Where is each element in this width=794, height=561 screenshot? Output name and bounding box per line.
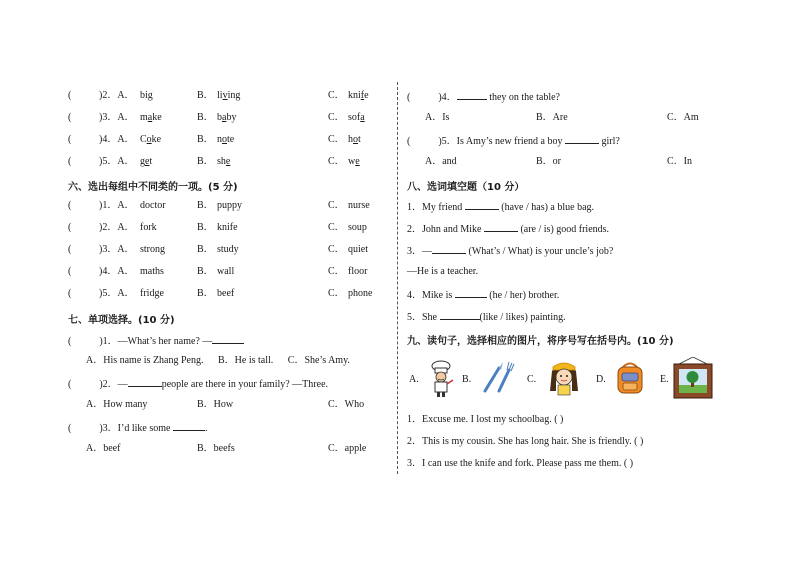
answer-paren: ( xyxy=(68,288,72,299)
option-c-label: C． xyxy=(328,134,345,145)
s7-q1-options: A．His name is Zhang Peng. B．He is tall. C．She’s Amy. xyxy=(86,355,350,366)
girl-icon xyxy=(545,357,583,397)
s8-item-5: 5．She (like / likes) painting. xyxy=(407,309,566,323)
s9-sentence-2: 2．This is my cousin. She has long hair. She is friendly. ( ) xyxy=(407,436,644,447)
answer-paren: ( xyxy=(68,266,72,277)
question-number: )3．A． xyxy=(99,112,135,123)
answer-paren: ( xyxy=(68,244,72,255)
question-number: )4．A． xyxy=(99,266,135,277)
option-c-label: C． xyxy=(328,288,345,299)
s8-item-4: 4．Mike is (he / her) brother. xyxy=(407,287,559,301)
option-b-label: B． xyxy=(197,266,214,277)
schoolbag-icon xyxy=(611,361,649,395)
option-c: phone xyxy=(348,288,373,299)
question-number: )2．A． xyxy=(99,222,135,233)
option-b-label: B． xyxy=(197,222,214,233)
option-a: make xyxy=(140,112,162,123)
option-a: doctor xyxy=(140,200,166,211)
answer-paren: ( xyxy=(68,222,72,233)
option-c-label: C． xyxy=(328,112,345,123)
section-9-title: 九、读句子，选择相应的图片，将序号写在括号内。(10 分) xyxy=(407,336,674,347)
s7-q2-stem: ( )2．— people are there in your family? —Three. xyxy=(68,376,328,390)
painting-icon xyxy=(671,357,715,401)
answer-paren: ( xyxy=(68,200,72,211)
option-b-label: B． xyxy=(197,244,214,255)
option-c-label: C． xyxy=(328,222,345,233)
option-a: big xyxy=(140,90,153,101)
answer-paren: ( xyxy=(68,112,72,123)
option-b: she xyxy=(217,156,231,167)
option-b: knife xyxy=(217,222,238,233)
option-b-label: B． xyxy=(197,112,214,123)
option-c: quiet xyxy=(348,244,368,255)
question-number: )3．A． xyxy=(99,244,135,255)
option-a: fridge xyxy=(140,288,164,299)
option-c-label: C． xyxy=(328,156,345,167)
question-number: )5．A． xyxy=(99,288,135,299)
option-c-label: C． xyxy=(328,244,345,255)
option-b-label: B． xyxy=(197,200,214,211)
option-b: puppy xyxy=(217,200,242,211)
option-c: hot xyxy=(348,134,361,145)
option-b-label: B． xyxy=(197,134,214,145)
knife-fork-icon xyxy=(481,360,517,394)
option-a: Coke xyxy=(140,134,162,145)
option-c: knife xyxy=(348,90,369,101)
option-b: beef xyxy=(217,288,235,299)
chef-icon xyxy=(427,360,455,398)
s9-sentence-1: 1．Excuse me. I lost my schoolbag. ( ) xyxy=(407,414,564,425)
option-c: floor xyxy=(348,266,368,277)
pic-label-e: E. xyxy=(660,374,669,385)
question-number: )5．A． xyxy=(99,156,135,167)
option-c: sofa xyxy=(348,112,365,123)
option-c: we xyxy=(348,156,360,167)
pic-label-c: C. xyxy=(527,374,537,385)
option-c-label: C． xyxy=(328,90,345,101)
option-c-label: C． xyxy=(328,200,345,211)
answer-paren: ( xyxy=(68,156,72,167)
s9-sentence-3: 3．I can use the knife and fork. Please pass me them. ( ) xyxy=(407,458,634,469)
option-b: living xyxy=(217,90,241,101)
option-a: maths xyxy=(140,266,164,277)
answer-paren: ( xyxy=(68,134,72,145)
q4-stem: ( )4． they on the table? xyxy=(407,89,560,103)
option-b-label: B． xyxy=(197,156,214,167)
option-a: get xyxy=(140,156,153,167)
pic-label-d: D. xyxy=(596,374,606,385)
option-c-label: C． xyxy=(328,266,345,277)
q5-stem: ( )5．Is Amy’s new friend a boy girl? xyxy=(407,133,620,147)
option-b: study xyxy=(217,244,239,255)
option-a: strong xyxy=(140,244,165,255)
answer-paren: ( xyxy=(68,90,72,101)
s8-item-2: 2．John and Mike (are / is) good friends. xyxy=(407,221,609,235)
question-number: )2．A． xyxy=(99,90,135,101)
column-divider xyxy=(397,82,398,474)
option-b: wall xyxy=(217,266,235,277)
s8-item-3: 3．— (What’s / What) is your uncle’s job? xyxy=(407,243,613,257)
section-8-title: 八、选词填空题（10 分） xyxy=(407,182,525,193)
section-6-title: 六、选出每组中不同类的一项。(5 分) xyxy=(68,182,238,193)
pic-label-a: A. xyxy=(409,374,419,385)
option-c: soup xyxy=(348,222,367,233)
s7-q3-stem: ( )3．I’d like some . xyxy=(68,420,207,434)
s7-q1-stem: ( )1．—What’s her name? — xyxy=(68,333,244,347)
s8-item-3-answer: —He is a teacher. xyxy=(407,266,479,277)
option-b-label: B． xyxy=(197,90,214,101)
option-b: note xyxy=(217,134,235,145)
section-7-title: 七、单项选择。(10 分) xyxy=(68,315,175,326)
pic-label-b: B. xyxy=(462,374,472,385)
option-b-label: B． xyxy=(197,288,214,299)
option-b: baby xyxy=(217,112,237,123)
question-number: )1．A． xyxy=(99,200,135,211)
option-a: fork xyxy=(140,222,157,233)
question-number: )4．A． xyxy=(99,134,135,145)
option-c: nurse xyxy=(348,200,370,211)
s8-item-1: 1．My friend (have / has) a blue bag. xyxy=(407,199,594,213)
